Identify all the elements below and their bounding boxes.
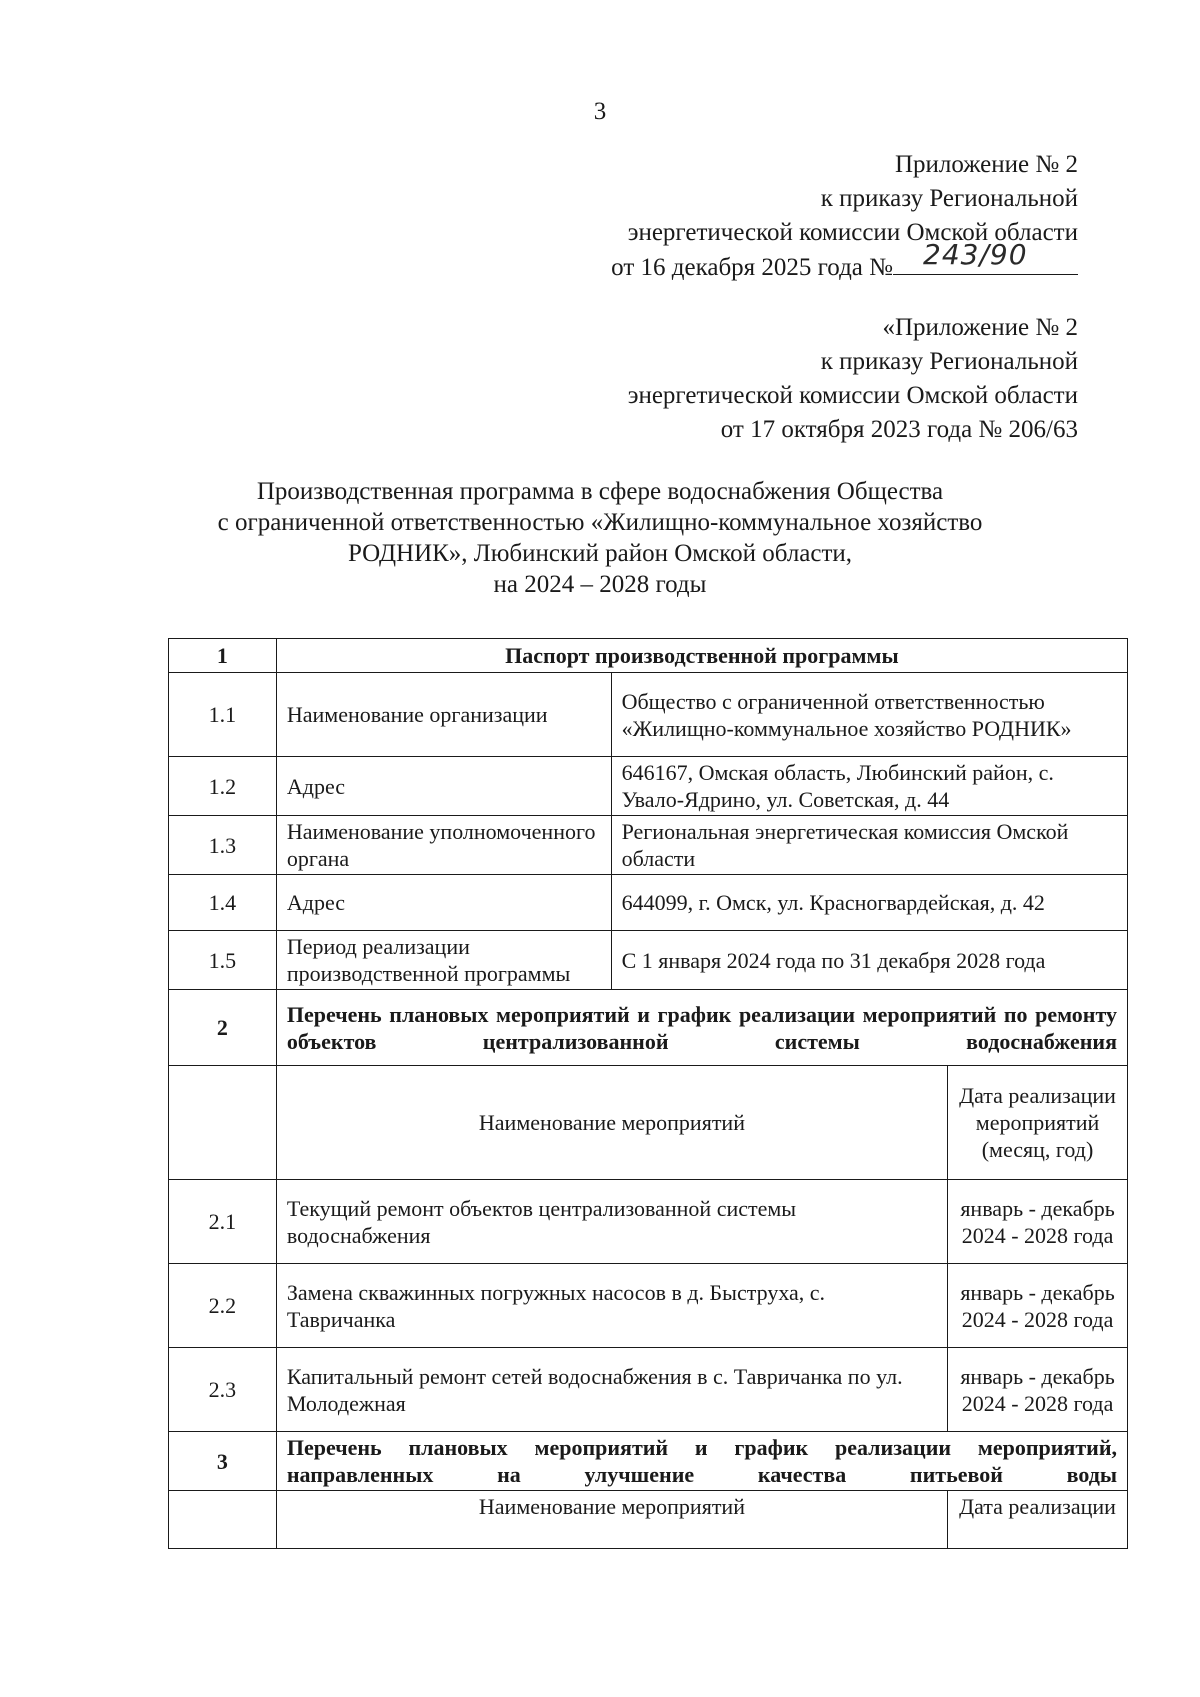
row-number: 2.2 <box>169 1264 277 1348</box>
appendix-new-line2: к приказу Региональной <box>820 185 1078 212</box>
passport-label: Период реализации производственной программы <box>276 931 611 990</box>
activity-date: январь - декабрь 2024 - 2028 года <box>948 1264 1128 1348</box>
title-line1: Производственная программа в сфере водоснабжения Общества <box>256 478 944 505</box>
page-number: 3 <box>593 98 607 125</box>
section-number: 3 <box>169 1432 277 1491</box>
order-date-prefix: от 16 декабря 2025 года № <box>611 254 893 281</box>
section-number: 1 <box>169 639 277 673</box>
appendix-new-line3: энергетической комиссии Омской области <box>627 219 1078 246</box>
appendix-new-line4 <box>611 238 1078 285</box>
section-1-header-row <box>169 639 1128 673</box>
empty-cell <box>169 1066 277 1180</box>
column-header-date: Дата реализации <box>948 1491 1128 1549</box>
row-number: 1.4 <box>169 875 277 931</box>
section-title: Перечень плановых мероприятий и график реализации мероприятий по ремонту объектов централизованной системы водоснабжения <box>276 990 1127 1066</box>
activity-row <box>169 1348 1128 1432</box>
passport-label: Наименование уполномоченного органа <box>276 816 611 875</box>
section-2-column-header-row <box>169 1066 1128 1180</box>
row-number: 2.1 <box>169 1180 277 1264</box>
section-number: 2 <box>169 990 277 1066</box>
passport-label: Наименование организации <box>276 673 611 757</box>
passport-value: 644099, г. Омск, ул. Красногвардейская, д. 42 <box>611 875 1127 931</box>
passport-row <box>169 875 1128 931</box>
appendix-header-old <box>628 311 1078 447</box>
appendix-new-line1: Приложение № 2 <box>894 151 1078 178</box>
activity-name: Капитальный ремонт сетей водоснабжения в с. Тавричанка по ул. Молодежная <box>276 1348 947 1432</box>
program-table <box>168 638 1128 1549</box>
empty-cell <box>169 1491 277 1549</box>
row-number: 1.5 <box>169 931 277 990</box>
passport-value: Региональная энергетическая комиссия Омской области <box>611 816 1127 875</box>
appendix-old-line4: от 17 октября 2023 года № 206/63 <box>720 416 1078 443</box>
passport-row <box>169 816 1128 875</box>
column-header-name: Наименование мероприятий <box>276 1066 947 1180</box>
passport-label: Адрес <box>276 875 611 931</box>
passport-row <box>169 673 1128 757</box>
section-title: Перечень плановых мероприятий и график реализации мероприятий, направленных на улучшение качества питьевой воды <box>276 1432 1127 1491</box>
column-header-name: Наименование мероприятий <box>276 1491 947 1549</box>
passport-label: Адрес <box>276 757 611 816</box>
section-title: Паспорт производственной программы <box>276 639 1127 673</box>
title-line3: РОДНИК», Любинский район Омской области, <box>347 540 853 567</box>
row-number: 2.3 <box>169 1348 277 1432</box>
document-title <box>150 476 1050 600</box>
section-2-header-row <box>169 990 1128 1066</box>
row-number: 1.1 <box>169 673 277 757</box>
passport-value: 646167, Омская область, Любинский район, с. Увало-Ядрино, ул. Советская, д. 44 <box>611 757 1127 816</box>
activity-date: январь - декабрь 2024 - 2028 года <box>948 1348 1128 1432</box>
activity-row <box>169 1180 1128 1264</box>
activity-name: Текущий ремонт объектов централизованной системы водоснабжения <box>276 1180 947 1264</box>
title-line4: на 2024 – 2028 годы <box>493 571 707 598</box>
activity-row <box>169 1264 1128 1348</box>
row-number: 1.2 <box>169 757 277 816</box>
handwritten-order-number: 243/90 <box>923 238 1028 271</box>
passport-row <box>169 931 1128 990</box>
activity-date: январь - декабрь 2024 - 2028 года <box>948 1180 1128 1264</box>
appendix-old-line2: к приказу Региональной <box>820 348 1078 375</box>
appendix-old-line3: энергетической комиссии Омской области <box>627 382 1078 409</box>
column-header-date: Дата реализации мероприятий (месяц, год) <box>948 1066 1128 1180</box>
row-number: 1.3 <box>169 816 277 875</box>
title-line2: с ограниченной ответственностью «Жилищно-коммунальное хозяйство <box>217 509 983 536</box>
section-3-header-row <box>169 1432 1128 1491</box>
appendix-old-line1: «Приложение № 2 <box>882 314 1078 341</box>
appendix-header-new <box>611 148 1078 285</box>
passport-value: С 1 января 2024 года по 31 декабря 2028 года <box>611 931 1127 990</box>
section-3-column-header-row <box>169 1491 1128 1549</box>
activity-name: Замена скважинных погружных насосов в д. Быструха, с. Тавричанка <box>276 1264 947 1348</box>
passport-value: Общество с ограниченной ответственностью «Жилищно-коммунальное хозяйство РОДНИК» <box>611 673 1127 757</box>
order-number-blank <box>893 238 1078 275</box>
passport-row <box>169 757 1128 816</box>
